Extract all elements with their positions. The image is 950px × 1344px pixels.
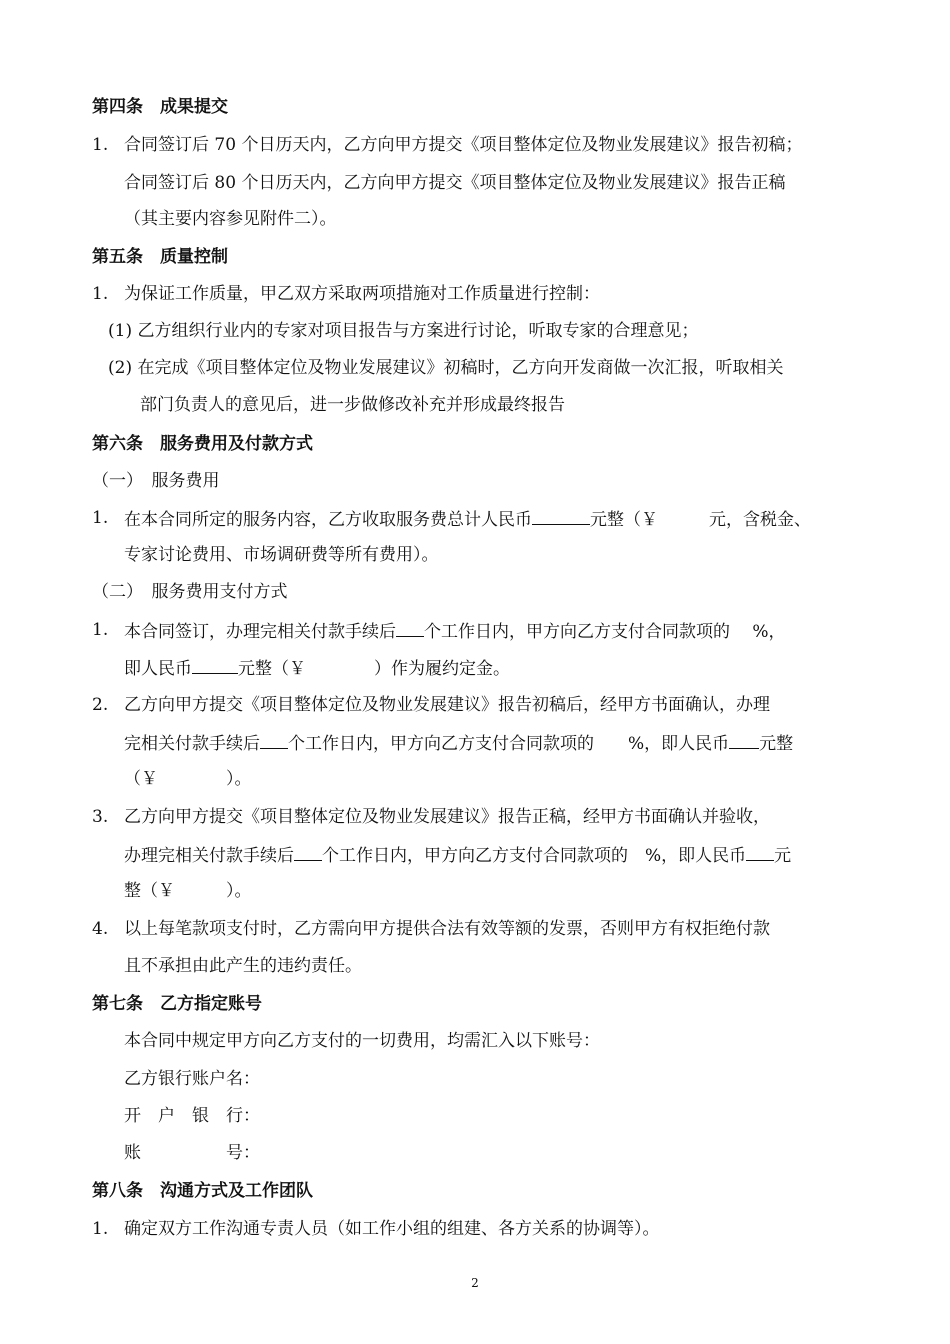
- s8-item1-number: 1.: [92, 1219, 109, 1239]
- amount-blank-2: [729, 731, 759, 749]
- section-5-title: 第五条 质量控制: [92, 247, 228, 267]
- s8-item1-text: 确定双方工作沟通专责人员（如工作小组的组建、各方关系的协调等）。: [124, 1219, 660, 1239]
- s6-q1-number: 1.: [92, 620, 109, 640]
- s6-p1-text-b: 元整（￥ 元，含税金、: [590, 510, 811, 530]
- s6-part2-heading: （二） 服务费用支付方式: [92, 582, 288, 602]
- s6-part1-heading: （一） 服务费用: [92, 471, 220, 491]
- s4-item1-line2: 合同签订后 80 个日历天内，乙方向甲方提交《项目整体定位及物业发展建议》报告正稿: [124, 173, 786, 193]
- workdays-blank-1: [396, 619, 424, 637]
- s6-q3-line1: 乙方向甲方提交《项目整体定位及物业发展建议》报告正稿，经甲方书面确认并验收，: [124, 807, 770, 827]
- s6-q3-number: 3.: [92, 807, 109, 827]
- s7-account-name-label: 乙方银行账户名：: [124, 1069, 260, 1089]
- workdays-blank-3: [294, 843, 322, 861]
- amount-blank-3: [746, 843, 774, 861]
- s6-q2-text-a: 完相关付款手续后: [124, 734, 260, 754]
- s6-q3-line2: [124, 843, 791, 867]
- s6-q1-text-b: 个工作日内，甲方向乙方支付合同款项的 %，: [424, 622, 786, 642]
- s5-item1-number: 1.: [92, 284, 109, 304]
- s6-q3-text-a: 办理完相关付款手续后: [124, 846, 294, 866]
- fee-amount-blank: [532, 507, 590, 525]
- s5-sub1: (1) 乙方组织行业内的专家对项目报告与方案进行讨论，听取专家的合理意见；: [108, 321, 699, 341]
- s6-q1-text-d: 元整（￥ ）作为履约定金。: [238, 659, 510, 679]
- s4-item1-line3: （其主要内容参见附件二）。: [124, 209, 337, 229]
- s6-q2-line2: [124, 731, 793, 755]
- s6-q4-number: 4.: [92, 919, 109, 939]
- s6-q3-line3: 整（￥ ）。: [124, 881, 252, 901]
- s7-bank-label: 开 户 银 行：: [124, 1106, 260, 1126]
- s6-q4-line2: 且不承担由此产生的违约责任。: [124, 956, 362, 976]
- s6-q1-text-a: 本合同签订，办理完相关付款手续后: [124, 622, 396, 642]
- s6-q2-text-c: 元整: [759, 734, 794, 754]
- s4-item1-line1: 合同签订后 70 个日历天内，乙方向甲方提交《项目整体定位及物业发展建议》报告初稿；: [124, 135, 803, 155]
- page-number: 2: [471, 1276, 479, 1290]
- s6-q2-text-b: 个工作日内，甲方向乙方支付合同款项的 %，即人民币: [288, 734, 730, 754]
- s6-q1-text-c: 即人民币: [124, 659, 192, 679]
- s6-p1-text-a: 在本合同所定的服务内容，乙方收取服务费总计人民币: [124, 510, 532, 530]
- section-7-title: 第七条 乙方指定账号: [92, 994, 262, 1014]
- s4-item1-number: 1.: [92, 135, 109, 155]
- s5-sub2-line1: (2) 在完成《项目整体定位及物业发展建议》初稿时，乙方向开发商做一次汇报，听取相关: [108, 358, 784, 378]
- amount-blank-1: [192, 656, 238, 674]
- s6-q2-line3: （￥ ）。: [124, 769, 252, 789]
- s6-q1-line2: [124, 656, 510, 680]
- section-4-title: 第四条 成果提交: [92, 97, 228, 117]
- workdays-blank-2: [260, 731, 288, 749]
- s5-sub2-line2: 部门负责人的意见后，进一步做修改补充并形成最终报告: [140, 395, 565, 415]
- s6-q3-text-c: 元: [774, 846, 792, 866]
- s7-intro: 本合同中规定甲方向乙方支付的一切费用，均需汇入以下账号：: [124, 1031, 600, 1051]
- s6-q2-line1: 乙方向甲方提交《项目整体定位及物业发展建议》报告初稿后，经甲方书面确认，办理: [124, 695, 770, 715]
- s6-p1-line2: 专家讨论费用、市场调研费等所有费用）。: [124, 545, 439, 565]
- s6-q4-line1: 以上每笔款项支付时，乙方需向甲方提供合法有效等额的发票，否则甲方有权拒绝付款: [124, 919, 770, 939]
- s7-account-number-label: 账 号：: [124, 1143, 260, 1163]
- section-6-title: 第六条 服务费用及付款方式: [92, 434, 313, 454]
- s6-q3-text-b: 个工作日内，甲方向乙方支付合同款项的 %，即人民币: [322, 846, 747, 866]
- s6-p1-line1: [124, 507, 811, 531]
- s6-q1-line1: [124, 619, 786, 643]
- section-8-title: 第八条 沟通方式及工作团队: [92, 1181, 313, 1201]
- s6-p1-number: 1.: [92, 508, 109, 528]
- s6-q2-number: 2.: [92, 695, 109, 715]
- s5-item1-text: 为保证工作质量，甲乙双方采取两项措施对工作质量进行控制：: [124, 284, 600, 304]
